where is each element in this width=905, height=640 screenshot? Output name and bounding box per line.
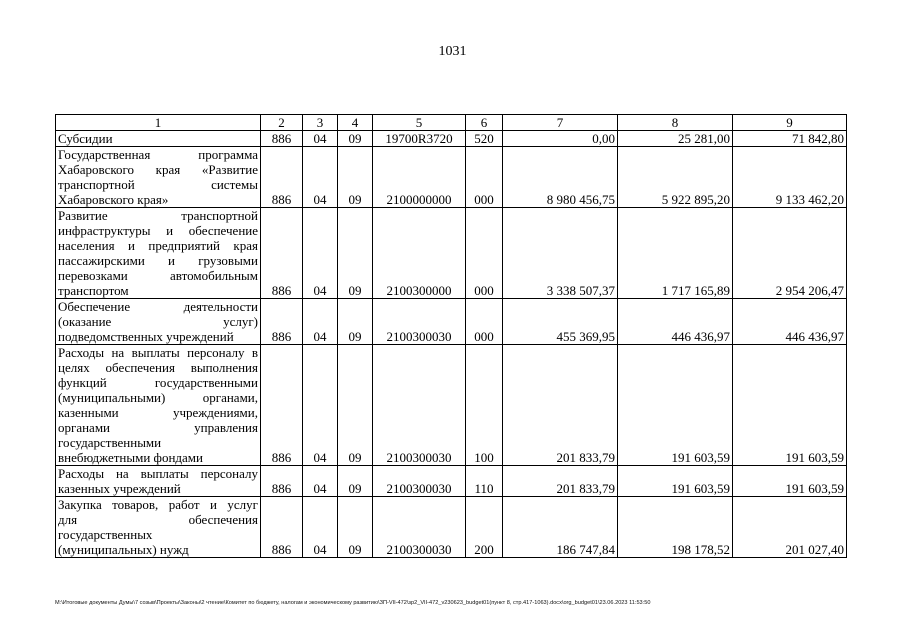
expense-type-cell: 520 — [466, 131, 503, 147]
ministry-code-cell: 886 — [261, 131, 303, 147]
header-cell: 8 — [618, 115, 733, 131]
subsection-code-cell: 09 — [338, 466, 373, 497]
table-row — [56, 345, 847, 466]
expense-type-cell: 000 — [466, 208, 503, 299]
section-code-cell: 04 — [303, 345, 338, 466]
row-name-line: (муниципальных) нужд — [58, 542, 189, 557]
target-article-cell: 2100000000 — [373, 147, 466, 208]
row-name-cell — [56, 497, 261, 558]
amount-cell-col7: 455 369,95 — [503, 299, 618, 345]
amount-cell-col8: 191 603,59 — [618, 345, 733, 466]
header-cell: 6 — [466, 115, 503, 131]
expense-type-cell: 100 — [466, 345, 503, 466]
header-cell: 1 — [56, 115, 261, 131]
ministry-code-cell: 886 — [261, 466, 303, 497]
expense-type-cell: 000 — [466, 299, 503, 345]
amount-cell-col7: 3 338 507,37 — [503, 208, 618, 299]
amount-cell-col7: 201 833,79 — [503, 345, 618, 466]
subsection-code-cell: 09 — [338, 208, 373, 299]
row-name-cell — [56, 466, 261, 497]
target-article-cell: 2100300030 — [373, 466, 466, 497]
amount-cell-col7: 0,00 — [503, 131, 618, 147]
row-name-line: Расходы на выплаты персоналу в — [58, 345, 258, 360]
header-cell: 4 — [338, 115, 373, 131]
row-name-cell — [56, 299, 261, 345]
row-name-line: функций государственными — [58, 375, 258, 390]
row-name-line: целях обеспечения выполнения — [58, 360, 258, 375]
table-row — [56, 147, 847, 208]
amount-cell-col8: 198 178,52 — [618, 497, 733, 558]
amount-cell-col8: 25 281,00 — [618, 131, 733, 147]
ministry-code-cell: 886 — [261, 345, 303, 466]
row-name-cell — [56, 208, 261, 299]
row-name-line: инфраструктуры и обеспечение — [58, 223, 258, 238]
target-article-cell: 2100300000 — [373, 208, 466, 299]
file-path-footer: M:\Итоговые документы Думы\7 созыв\Проекты\Законы\2 чтение\Комитет по бюджету, налогам и экономическому развитию\ЗП-VII-472\зр2_VII-472_v230623_budget01(пункт 8, стр.417-1063).docx\org_budget01\23.06.2023 11:53:50 — [55, 600, 651, 606]
row-name-cell — [56, 131, 261, 147]
budget-table — [55, 114, 847, 558]
row-name-line: транспортом — [58, 283, 129, 298]
amount-cell-col8: 5 922 895,20 — [618, 147, 733, 208]
subsection-code-cell: 09 — [338, 147, 373, 208]
header-cell: 3 — [303, 115, 338, 131]
row-name-line: государственных — [58, 527, 153, 542]
target-article-cell: 19700R3720 — [373, 131, 466, 147]
amount-cell-col9: 191 603,59 — [733, 466, 847, 497]
ministry-code-cell: 886 — [261, 299, 303, 345]
table-row — [56, 299, 847, 345]
row-name-line: населения и предприятий края — [58, 238, 258, 253]
row-name-line: Хабаровского края» — [58, 192, 169, 207]
target-article-cell: 2100300030 — [373, 345, 466, 466]
row-name-line: государственными — [58, 435, 162, 450]
row-name-line: подведомственных учреждений — [58, 329, 234, 344]
header-row — [56, 115, 847, 131]
amount-cell-col9: 71 842,80 — [733, 131, 847, 147]
amount-cell-col9: 191 603,59 — [733, 345, 847, 466]
row-name-line: (муниципальными) органами, — [58, 390, 258, 405]
row-name-line: Расходы на выплаты персоналу — [58, 466, 258, 481]
amount-cell-col9: 9 133 462,20 — [733, 147, 847, 208]
section-code-cell: 04 — [303, 147, 338, 208]
target-article-cell: 2100300030 — [373, 299, 466, 345]
header-cell: 5 — [373, 115, 466, 131]
row-name-line: Обеспечение деятельности — [58, 299, 258, 314]
row-name-line: для обеспечения — [58, 512, 258, 527]
row-name-line: Закупка товаров, работ и услуг — [58, 497, 258, 512]
ministry-code-cell: 886 — [261, 208, 303, 299]
section-code-cell: 04 — [303, 299, 338, 345]
row-name-line: казенными учреждениями, — [58, 405, 258, 420]
row-name-line: пассажирскими и грузовыми — [58, 253, 258, 268]
budget-table-body — [56, 131, 847, 558]
amount-cell-col9: 201 027,40 — [733, 497, 847, 558]
row-name-line: Хабаровского края «Развитие — [58, 162, 258, 177]
header-cell: 9 — [733, 115, 847, 131]
section-code-cell: 04 — [303, 208, 338, 299]
row-name-line: Государственная программа — [58, 147, 258, 162]
header-cell: 2 — [261, 115, 303, 131]
row-name-cell — [56, 345, 261, 466]
subsection-code-cell: 09 — [338, 345, 373, 466]
row-name-cell — [56, 147, 261, 208]
section-code-cell: 04 — [303, 466, 338, 497]
row-name-line: транспортной системы — [58, 177, 258, 192]
amount-cell-col7: 186 747,84 — [503, 497, 618, 558]
amount-cell-col8: 1 717 165,89 — [618, 208, 733, 299]
amount-cell-col7: 201 833,79 — [503, 466, 618, 497]
amount-cell-col8: 191 603,59 — [618, 466, 733, 497]
subsection-code-cell: 09 — [338, 497, 373, 558]
section-code-cell: 04 — [303, 131, 338, 147]
expense-type-cell: 000 — [466, 147, 503, 208]
row-name-line: внебюджетными фондами — [58, 450, 203, 465]
target-article-cell: 2100300030 — [373, 497, 466, 558]
row-name-line: Развитие транспортной — [58, 208, 258, 223]
subsection-code-cell: 09 — [338, 299, 373, 345]
expense-type-cell: 200 — [466, 497, 503, 558]
amount-cell-col8: 446 436,97 — [618, 299, 733, 345]
table-row — [56, 497, 847, 558]
amount-cell-col9: 446 436,97 — [733, 299, 847, 345]
header-cell: 7 — [503, 115, 618, 131]
table-row — [56, 208, 847, 299]
ministry-code-cell: 886 — [261, 497, 303, 558]
row-name-line: казенных учреждений — [58, 481, 181, 496]
ministry-code-cell: 886 — [261, 147, 303, 208]
table-row — [56, 131, 847, 147]
row-name-line: Субсидии — [58, 131, 113, 146]
row-name-line: органами управления — [58, 420, 258, 435]
row-name-line: (оказание услуг) — [58, 314, 258, 329]
page-number: 1031 — [438, 44, 467, 59]
section-code-cell: 04 — [303, 497, 338, 558]
expense-type-cell: 110 — [466, 466, 503, 497]
subsection-code-cell: 09 — [338, 131, 373, 147]
amount-cell-col9: 2 954 206,47 — [733, 208, 847, 299]
amount-cell-col7: 8 980 456,75 — [503, 147, 618, 208]
row-name-line: перевозками автомобильным — [58, 268, 258, 283]
table-row — [56, 466, 847, 497]
